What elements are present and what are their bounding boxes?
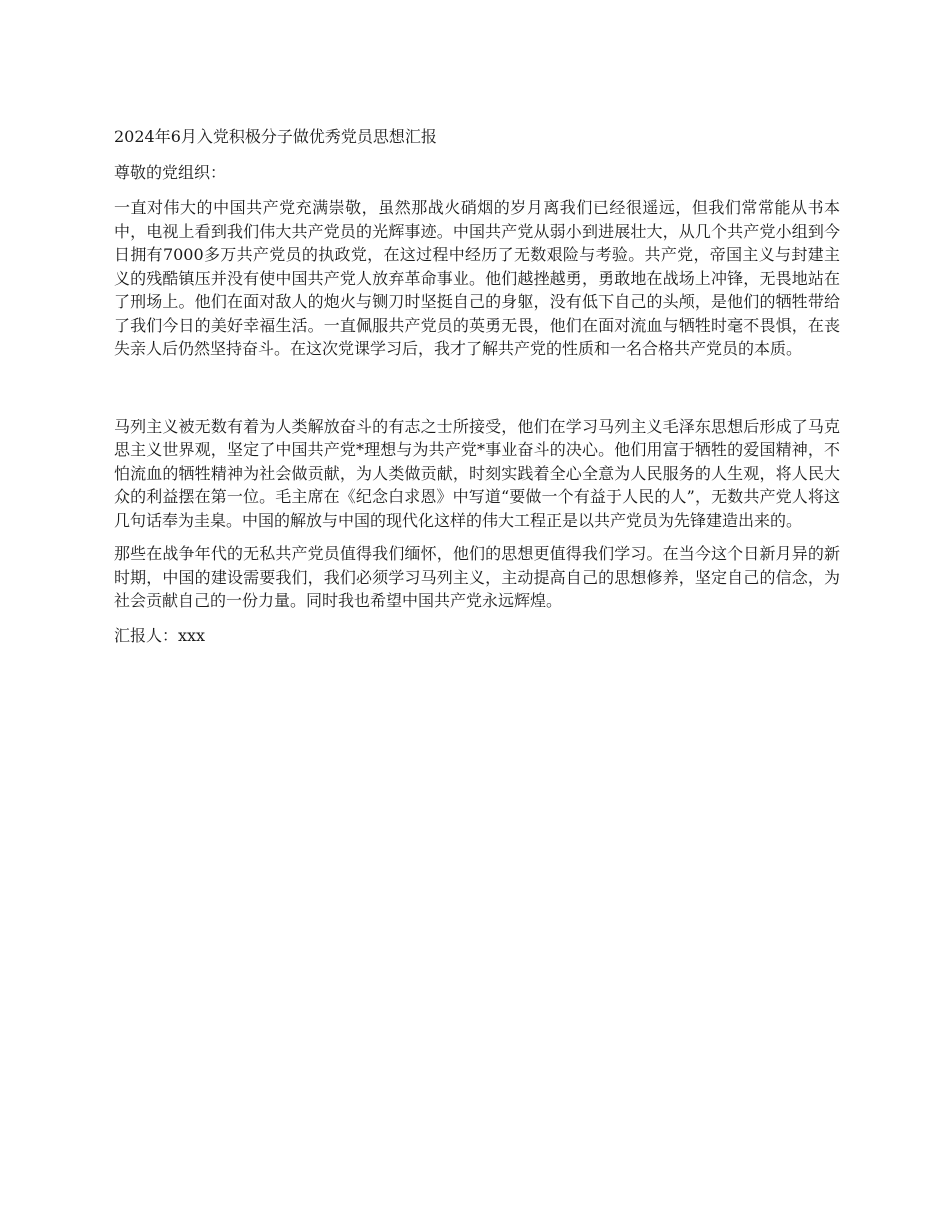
paragraph-1: 一直对伟大的中国共产党充满崇敬，虽然那战火硝烟的岁月离我们已经很遥远，但我们常常能从书本中，电视上看到我们伟大共产党员的光辉事迹。中国共产党从弱小到进展壮大，从几个共产党小组到今日拥有7000多万共产党员的执政党，在这过程中经历了无数艰险与考验。共产党，帝国主义与封建主义的残酷镇压并没有使中国共产党人放弃革命事业。他们越挫越勇，勇敢地在战场上冲锋，无畏地站在了刑场上。他们在面对敌人的炮火与铡刀时坚挺自己的身躯，没有低下自己的头颅，是他们的牺牲带给了我们今日的美好幸福生活。一直佩服共产党员的英勇无畏，他们在面对流血与牺牲时毫不畏惧，在丧失亲人后仍然坚持奋斗。在这次党课学习后，我才了解共产党的性质和一名合格共产党员的本质。: [114, 198, 840, 358]
paragraph-2: 马列主义被无数有着为人类解放奋斗的有志之士所接受，他们在学习马列主义毛泽东思想后形成了马克思主义世界观，坚定了中国共产党*理想与为共产党*事业奋斗的决心。他们用富于牺牲的爱国精神，不怕流血的牺牲精神为社会做贡献，为人类做贡献，时刻实践着全心全意为人民服务的人生观，将人民大众的利益摆在第一位。毛主席在《纪念白求恩》中写道“要做一个有益于人民的人”，无数共产党人将这几句话奉为圭臬。中国的解放与中国的现代化这样的伟大工程正是以共产党员为先锋建造出来的。: [114, 416, 840, 530]
paragraph-gap: [114, 371, 840, 415]
paragraph-3: 那些在战争年代的无私共产党员值得我们缅怀，他们的思想更值得我们学习。在当今这个日新月异的新时期，中国的建设需要我们，我们必须学习马列主义，主动提高自己的思想修养，坚定自己的信念，为社会贡献自己的一份力量。同时我也希望中国共产党永远辉煌。: [114, 544, 840, 610]
signature: 汇报人：xxx: [114, 625, 206, 645]
salutation: 尊敬的党组织：: [114, 163, 227, 182]
document-title: 2024年6月入党积极分子做优秀党员思想汇报: [114, 127, 437, 146]
document-page: [114, 124, 840, 649]
